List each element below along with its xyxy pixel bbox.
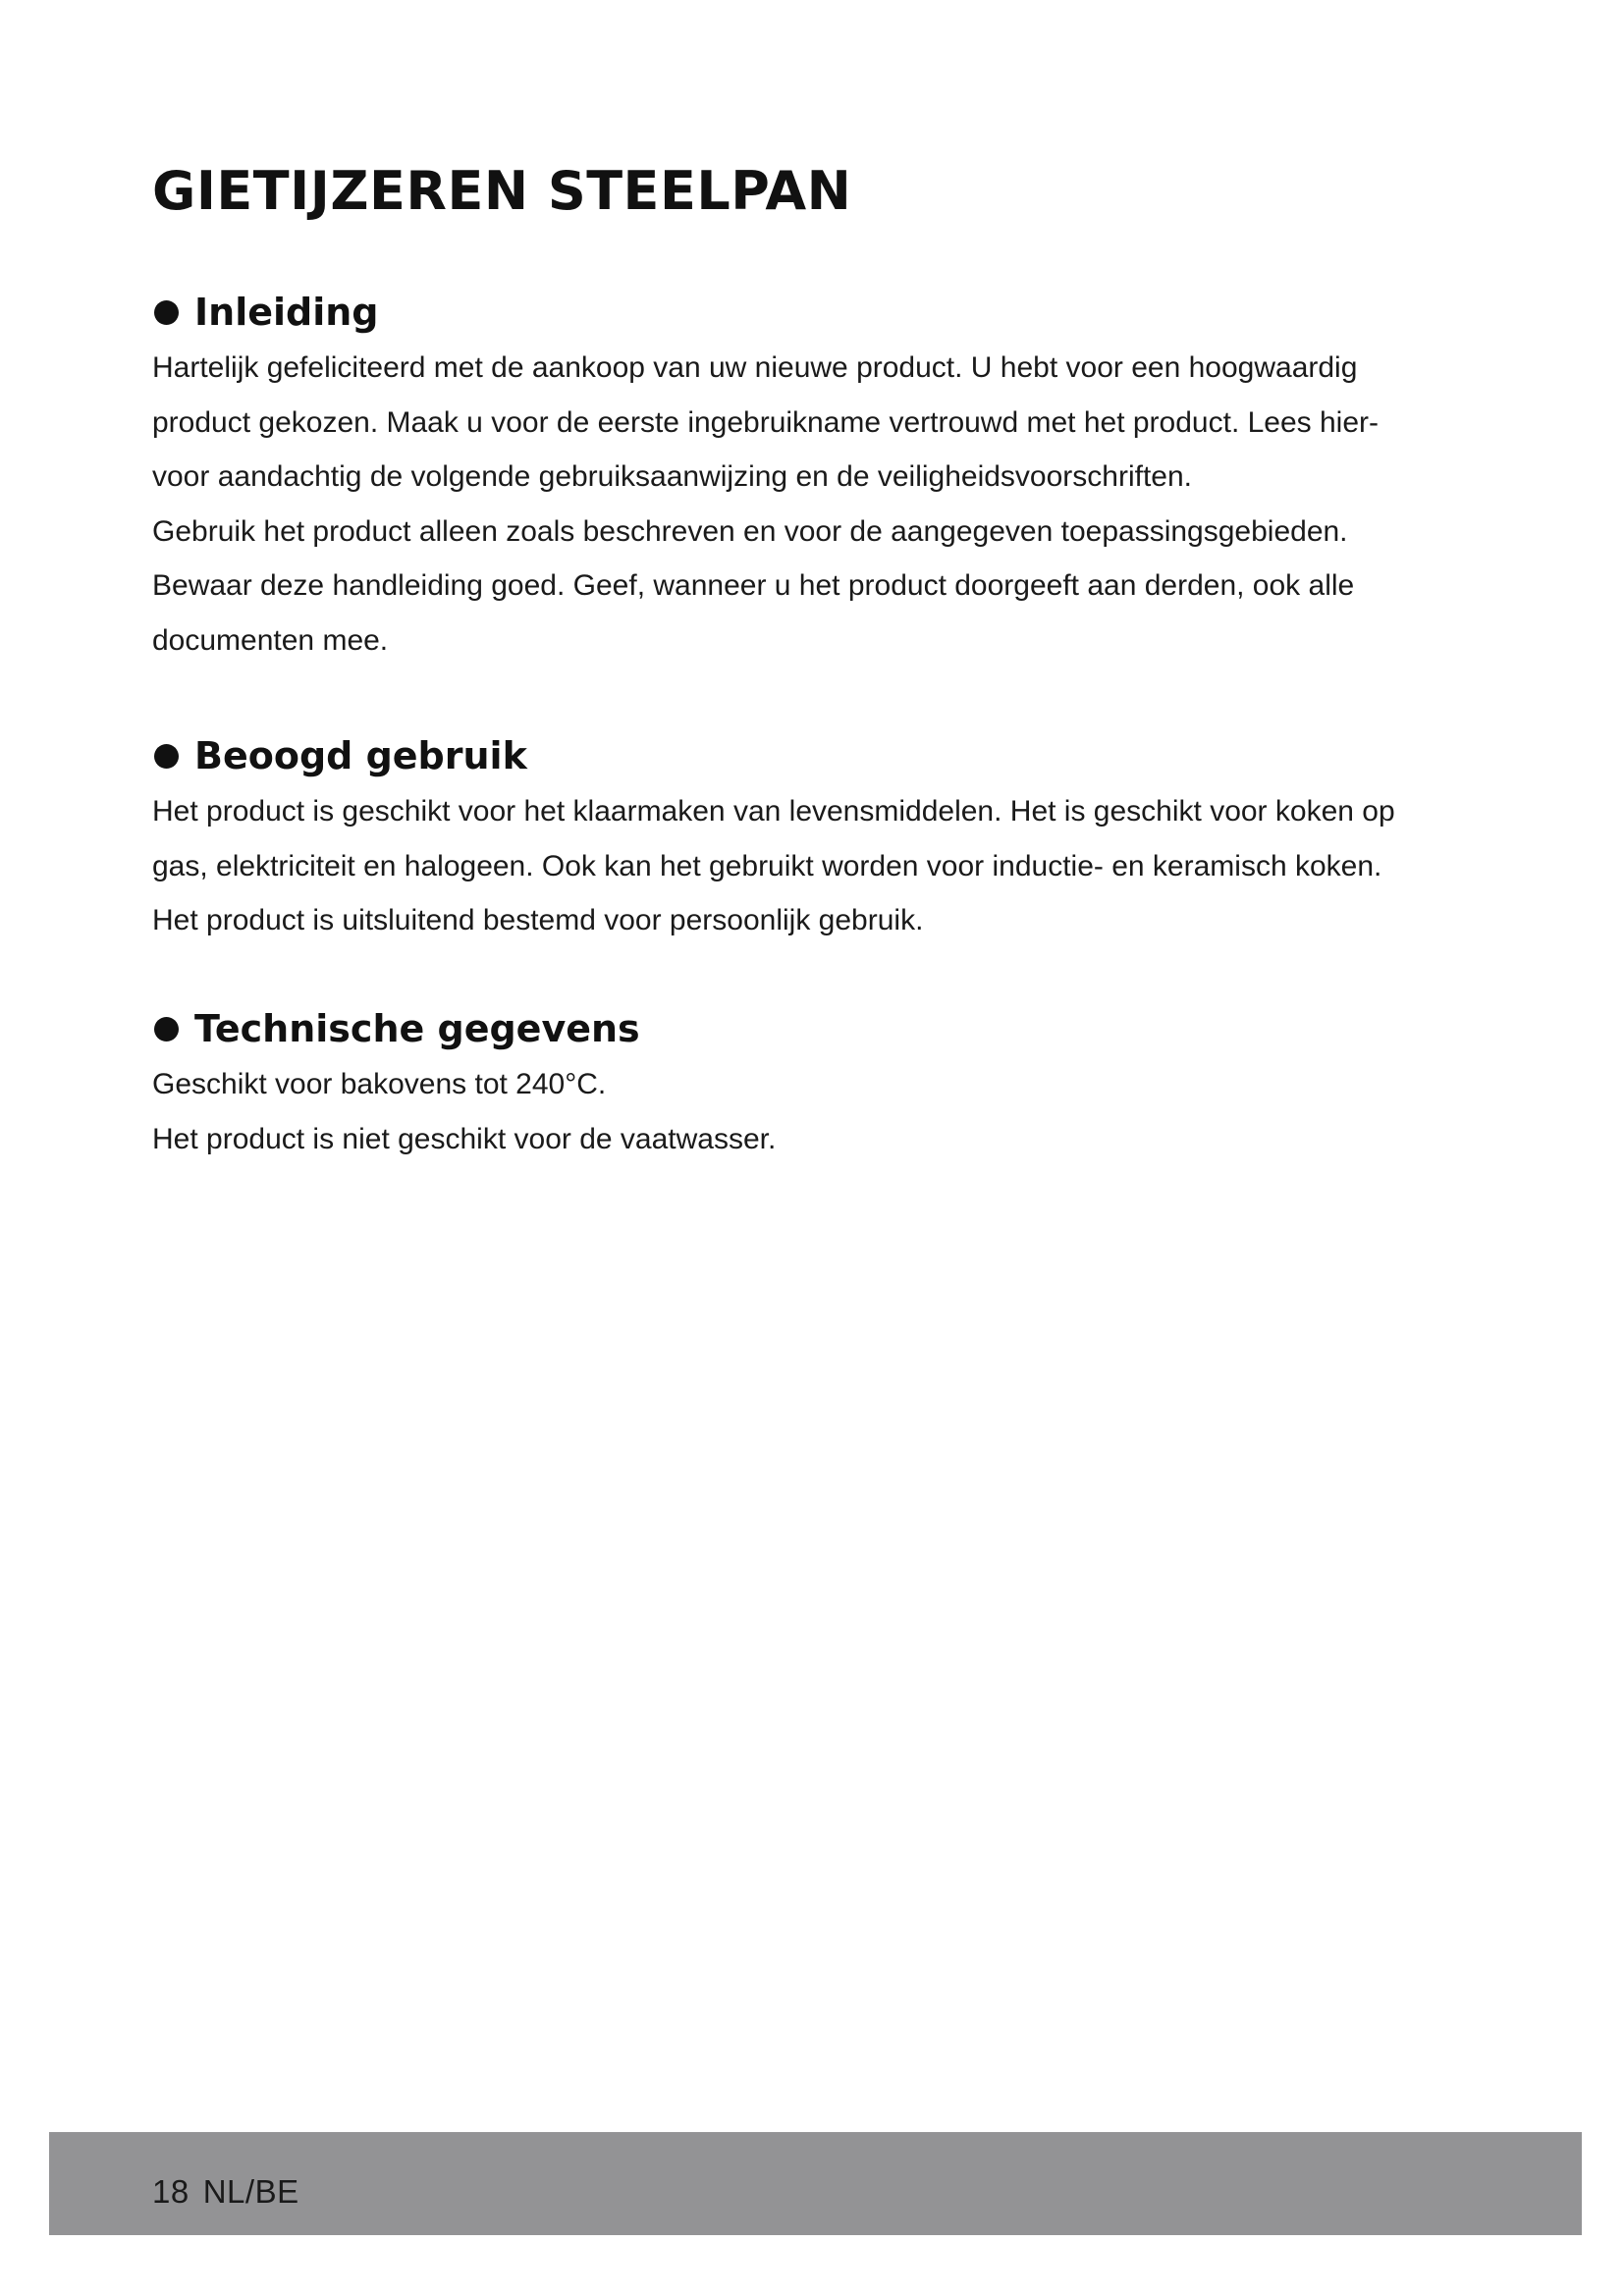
text-line: documenten mee. bbox=[152, 623, 389, 657]
paragraph-inleiding bbox=[152, 341, 1478, 667]
text-line: Het product is geschikt voor het klaarmaken van levensmiddelen. Het is geschikt voor koken op bbox=[152, 795, 1395, 828]
text-line: Hartelijk gefeliciteerd met de aankoop van uw nieuwe product. U hebt voor een hoogwaardig bbox=[152, 351, 1358, 384]
text-line: gas, elektriciteit en halogeen. Ook kan het gebruikt worden voor inductie- en keramisch koken. bbox=[152, 849, 1382, 882]
paragraph-beoogd-gebruik bbox=[152, 784, 1478, 948]
section-heading-beoogd-gebruik bbox=[152, 731, 1478, 780]
text-line: Het product is uitsluitend bestemd voor persoonlijk gebruik. bbox=[152, 904, 924, 936]
text-line: Gebruik het product alleen zoals beschreven en voor de aangegeven toepassingsgebieden. bbox=[152, 514, 1348, 548]
bullet-icon bbox=[154, 300, 179, 325]
section-heading-label: Beoogd gebruik bbox=[194, 734, 527, 777]
text-line: Geschikt voor bakovens tot 240°C. bbox=[152, 1068, 607, 1100]
paragraph-technische-gegevens bbox=[152, 1057, 1478, 1166]
section-technische-gegevens bbox=[152, 1004, 1478, 1166]
text-line: Het product is niet geschikt voor de vaatwasser. bbox=[152, 1122, 777, 1155]
text-line: voor aandachtig de volgende gebruiksaanwijzing en de veiligheidsvoorschriften. bbox=[152, 460, 1193, 493]
section-heading-technische-gegevens bbox=[152, 1004, 1478, 1053]
section-heading-inleiding bbox=[152, 288, 1478, 337]
bullet-icon bbox=[154, 1017, 179, 1041]
footer-bar bbox=[49, 2132, 1582, 2235]
section-heading-label: Technische gegevens bbox=[194, 1007, 640, 1050]
locale-label: NL/BE bbox=[202, 2173, 299, 2210]
page-title: GIETIJZEREN STEELPAN bbox=[152, 160, 852, 222]
page-number: 18 bbox=[152, 2173, 189, 2210]
text-line: Bewaar deze handleiding goed. Geef, wanneer u het product doorgeeft aan derden, ook alle bbox=[152, 569, 1355, 602]
section-beoogd-gebruik bbox=[152, 731, 1478, 948]
bullet-icon bbox=[154, 744, 179, 769]
footer-page-label bbox=[152, 2173, 299, 2211]
section-inleiding bbox=[152, 288, 1478, 667]
text-line: product gekozen. Maak u voor de eerste ingebruikname vertrouwd met het product. Lees hier- bbox=[152, 405, 1380, 439]
section-heading-label: Inleiding bbox=[194, 291, 379, 334]
